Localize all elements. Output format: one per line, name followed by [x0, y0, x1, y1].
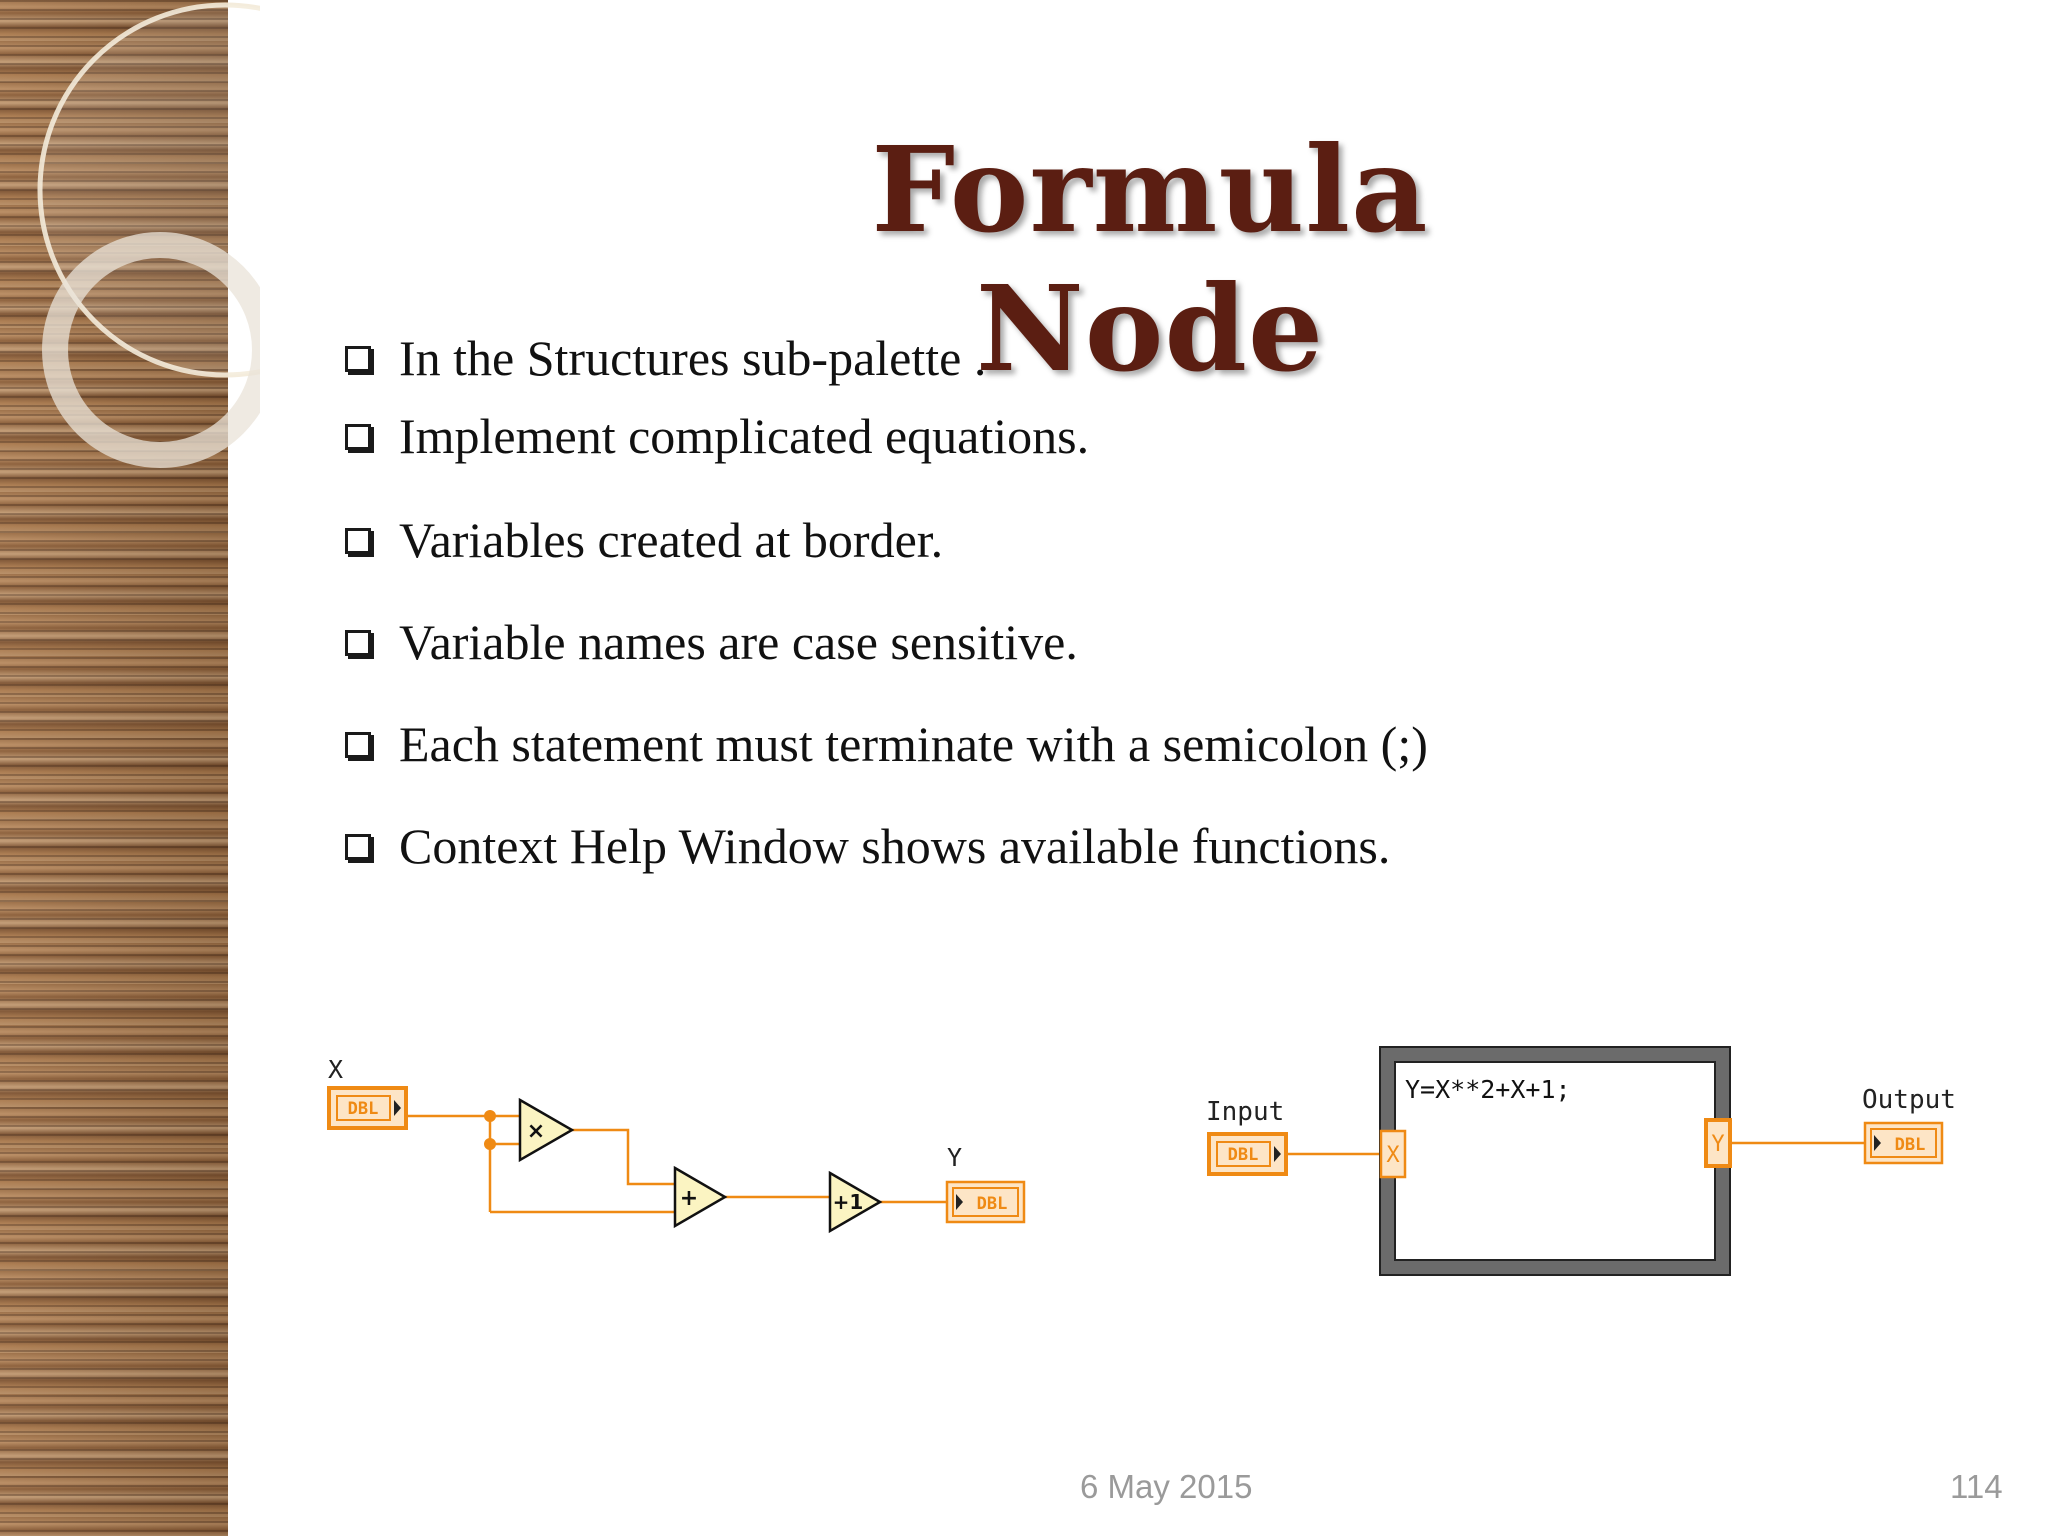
- dbl-control-terminal[interactable]: [1209, 1134, 1286, 1174]
- wire-junction: [484, 1110, 496, 1122]
- dbl-indicator-terminal[interactable]: [947, 1182, 1024, 1222]
- dbl-indicator-terminal[interactable]: [1865, 1123, 1942, 1163]
- terminal-type-label: DBL: [1227, 1145, 1259, 1165]
- footer-date: 6 May 2015: [1080, 1468, 1253, 1505]
- output-variable-label: Y: [1711, 1132, 1725, 1157]
- bullet-text: Each statement must terminate with a semicolon (;): [399, 716, 1428, 772]
- input-variable-label: X: [1386, 1143, 1400, 1168]
- increment-node[interactable]: [830, 1173, 880, 1231]
- multiply-icon: ×: [526, 1119, 546, 1144]
- formula-text: Y=X**2+X+1;: [1405, 1075, 1571, 1104]
- page-number: 114: [1950, 1468, 2003, 1505]
- primitive-diagram: [328, 1055, 1024, 1231]
- bullet-text: Variable names are case sensitive.: [399, 614, 1078, 670]
- control-label-input: Input: [1206, 1097, 1285, 1127]
- slide-title: Formula Node: [871, 120, 1429, 398]
- indicator-label-output: Output: [1862, 1085, 1956, 1115]
- formula-node-diagram: [1206, 1047, 1956, 1275]
- indicator-label-y: Y: [947, 1143, 963, 1172]
- bullet-text: In the Structures sub-palette .: [399, 330, 987, 386]
- terminal-type-label: DBL: [347, 1099, 379, 1119]
- control-label-x: X: [328, 1055, 344, 1084]
- formula-node[interactable]: [1380, 1047, 1730, 1275]
- wire: [572, 1130, 675, 1184]
- bullet-text: Context Help Window shows available functions.: [399, 818, 1391, 874]
- multiply-node[interactable]: [520, 1100, 572, 1160]
- bullet-text: Variables created at border.: [399, 512, 944, 568]
- plus-icon: +: [679, 1186, 699, 1211]
- terminal-type-label: DBL: [976, 1194, 1008, 1214]
- add-node[interactable]: [675, 1168, 725, 1226]
- bullet-text: Implement complicated equations.: [399, 408, 1090, 464]
- wire-junction: [484, 1138, 496, 1150]
- terminal-type-label: DBL: [1894, 1135, 1926, 1155]
- dbl-control-terminal[interactable]: [329, 1088, 406, 1128]
- increment-icon: +1: [832, 1190, 864, 1214]
